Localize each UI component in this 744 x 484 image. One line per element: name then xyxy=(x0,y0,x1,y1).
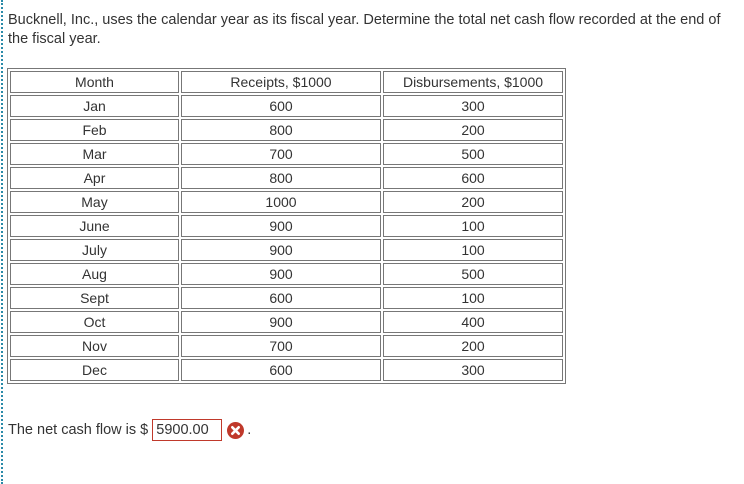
month-cell: Apr xyxy=(10,167,179,189)
table-row xyxy=(10,167,563,189)
table-row xyxy=(10,335,563,357)
disbursements-cell: 600 xyxy=(383,167,563,189)
disbursements-cell: 100 xyxy=(383,215,563,237)
month-cell: Feb xyxy=(10,119,179,141)
month-cell: July xyxy=(10,239,179,261)
table-row xyxy=(10,239,563,261)
disbursements-cell: 200 xyxy=(383,335,563,357)
cash-flow-table xyxy=(7,68,566,384)
disbursements-cell: 500 xyxy=(383,263,563,285)
disbursements-cell: 400 xyxy=(383,311,563,333)
disbursements-cell: 500 xyxy=(383,143,563,165)
header-receipts: Receipts, $1000 xyxy=(181,71,381,93)
question-left-rule xyxy=(1,0,3,484)
table-row xyxy=(10,263,563,285)
disbursements-cell: 200 xyxy=(383,119,563,141)
receipts-cell: 900 xyxy=(181,263,381,285)
table-row xyxy=(10,119,563,141)
receipts-cell: 900 xyxy=(181,239,381,261)
answer-prefix: The net cash flow is $ xyxy=(8,422,149,438)
disbursements-cell: 200 xyxy=(383,191,563,213)
receipts-cell: 700 xyxy=(181,335,381,357)
receipts-cell: 600 xyxy=(181,95,381,117)
wrong-answer-icon xyxy=(227,422,244,439)
table-row xyxy=(10,287,563,309)
disbursements-cell: 300 xyxy=(383,95,563,117)
month-cell: Mar xyxy=(10,143,179,165)
question-text: Bucknell, Inc., uses the calendar year as its fiscal year. Determine the total net cash flow recorded at the end of the fiscal year. xyxy=(8,12,721,47)
receipts-cell: 700 xyxy=(181,143,381,165)
receipts-cell: 900 xyxy=(181,311,381,333)
header-month: Month xyxy=(10,71,179,93)
receipts-cell: 600 xyxy=(181,359,381,381)
disbursements-cell: 100 xyxy=(383,239,563,261)
receipts-cell: 800 xyxy=(181,119,381,141)
disbursements-cell: 100 xyxy=(383,287,563,309)
month-cell: Jan xyxy=(10,95,179,117)
header-disbursements: Disbursements, $1000 xyxy=(383,71,563,93)
table-row xyxy=(10,143,563,165)
table-row xyxy=(10,311,563,333)
table-row xyxy=(10,95,563,117)
month-cell: Dec xyxy=(10,359,179,381)
answer-line xyxy=(8,419,251,441)
table-row xyxy=(10,215,563,237)
table-row xyxy=(10,359,563,381)
table-row xyxy=(10,191,563,213)
month-cell: Sept xyxy=(10,287,179,309)
table-header-row xyxy=(10,71,563,93)
net-cash-flow-input[interactable]: 5900.00 xyxy=(152,419,222,441)
disbursements-cell: 300 xyxy=(383,359,563,381)
month-cell: Aug xyxy=(10,263,179,285)
month-cell: June xyxy=(10,215,179,237)
receipts-cell: 800 xyxy=(181,167,381,189)
month-cell: Oct xyxy=(10,311,179,333)
receipts-cell: 600 xyxy=(181,287,381,309)
receipts-cell: 900 xyxy=(181,215,381,237)
month-cell: May xyxy=(10,191,179,213)
month-cell: Nov xyxy=(10,335,179,357)
receipts-cell: 1000 xyxy=(181,191,381,213)
answer-suffix: . xyxy=(247,422,252,438)
